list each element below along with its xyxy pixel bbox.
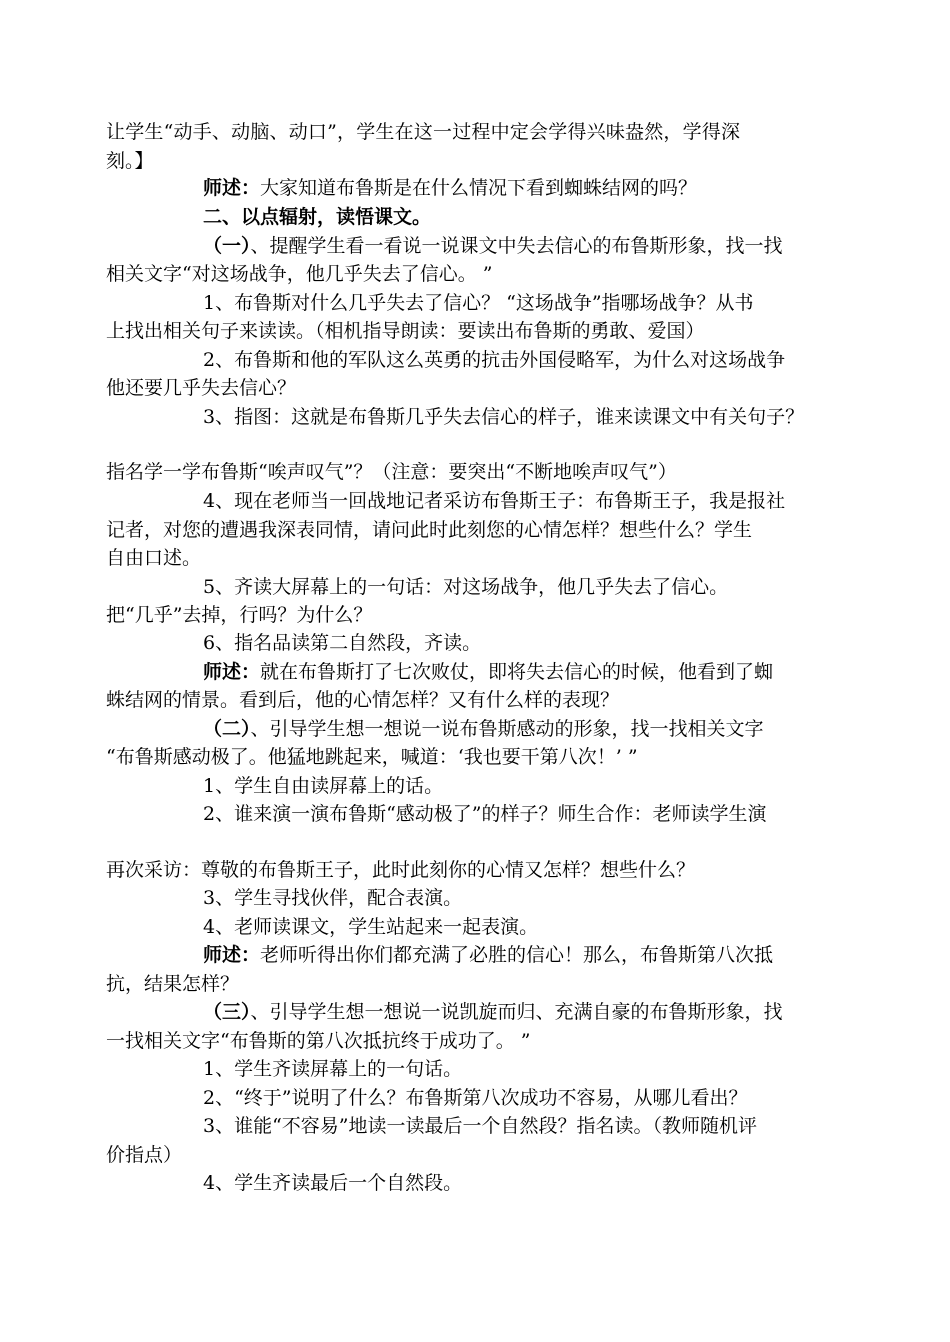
line-text: 6、指名品读第二自然段，齐读。 xyxy=(203,632,482,654)
line-text: 大家知道布鲁斯是在什么情况下看到蜘蛛结网的吗？ xyxy=(260,177,698,199)
line-text: 2、“终于”说明了什么？布鲁斯第八次成功不容易，从哪儿看出？ xyxy=(203,1087,748,1109)
text-line xyxy=(0,572,950,602)
line-text: 指名学一学布鲁斯“唉声叹气”？（注意：要突出“不断地唉声叹气”） xyxy=(106,461,677,483)
text-line xyxy=(0,628,950,658)
line-text: 让学生“动手、动脑、动口”，学生在这一过程中定会学得兴味盎然，学得深 xyxy=(106,121,741,143)
text-line xyxy=(0,742,950,772)
line-text: 、引导学生想一想说一说布鲁斯感动的形象，找一找相关文字 xyxy=(250,718,764,740)
text-line xyxy=(0,543,950,573)
line-text: 刻。】 xyxy=(106,150,154,172)
line-text: 再次采访：尊敬的布鲁斯王子，此时此刻你的心情又怎样？想些什么？ xyxy=(106,859,696,881)
line-text: 、提醒学生看一看说一说课文中失去信心的布鲁斯形象，找一找 xyxy=(250,235,783,257)
line-text: 4、学生齐读最后一个自然段。 xyxy=(203,1172,463,1194)
line-text: 5、齐读大屏幕上的一句话：对这场战争，他几乎失去了信心。 xyxy=(203,576,729,598)
line-text: 2、布鲁斯和他的军队这么英勇的抗击外国侵略军，为什么对这场战争 xyxy=(203,349,786,371)
line-text: 把“几乎”去掉，行吗？为什么？ xyxy=(106,604,373,626)
text-line xyxy=(0,486,950,516)
text-line xyxy=(0,997,950,1027)
text-line xyxy=(0,117,950,147)
text-line xyxy=(0,173,950,203)
line-text: 3、谁能“不容易”地读一读最后一个自然段？指名读。（教师随机评 xyxy=(203,1115,758,1137)
text-line xyxy=(0,288,950,318)
line-text: 蛛结网的情景。看到后，他的心情怎样？又有什么样的表现？ xyxy=(106,689,620,711)
text-line xyxy=(0,1168,950,1198)
text-line xyxy=(0,259,950,289)
bold-label: 师述： xyxy=(203,661,261,683)
line-text: 抗，结果怎样？ xyxy=(106,973,240,995)
text-line xyxy=(0,940,950,970)
text-line xyxy=(0,146,950,176)
bold-label: 师述： xyxy=(203,944,261,966)
line-text: 一找相关文字“布鲁斯的第八次抵抗终于成功了。 ” xyxy=(106,1030,531,1052)
line-text: 他还要几乎失去信心？ xyxy=(106,377,297,399)
line-text: 记者，对您的遭遇我深表同情，请问此时此刻您的心情怎样？想些什么？学生 xyxy=(106,519,753,541)
line-text: 1、学生齐读屏幕上的一句话。 xyxy=(203,1058,463,1080)
line-text: 3、指图：这就是布鲁斯几乎失去信心的样子，谁来读课文中有关句子？ xyxy=(203,406,805,428)
text-line xyxy=(0,373,950,403)
bold-label: 师述： xyxy=(203,177,261,199)
line-text: 就在布鲁斯打了七次败仗，即将失去信心的时候，他看到了蜘 xyxy=(260,661,774,683)
line-text: 相关文字“对这场战争，他几乎失去了信心。 ” xyxy=(106,263,493,285)
text-line xyxy=(0,883,950,913)
text-line xyxy=(0,685,950,715)
line-text: 上找出相关句子来读读。（相机指导朗读：要读出布鲁斯的勇敢、爱国） xyxy=(106,320,705,342)
text-line xyxy=(0,231,950,261)
section-heading xyxy=(0,202,950,232)
line-text: 2、谁来演一演布鲁斯“感动极了”的样子？师生合作：老师读学生演 xyxy=(203,803,767,825)
bold-label: （三） xyxy=(203,1001,251,1023)
text-line xyxy=(0,799,950,829)
text-line xyxy=(0,912,950,942)
text-line xyxy=(0,402,950,432)
text-line xyxy=(0,714,950,744)
line-text: 4、现在老师当一回战地记者采访布鲁斯王子：布鲁斯王子，我是报社 xyxy=(203,490,786,512)
text-line xyxy=(0,771,950,801)
line-text: “布鲁斯感动极了。他猛地跳起来，喊道：‘我也要干第八次！’ ” xyxy=(106,746,638,768)
line-text: 、引导学生想一想说一说凯旋而归、充满自豪的布鲁斯形象，找 xyxy=(250,1001,783,1023)
line-text: 4、老师读课文，学生站起来一起表演。 xyxy=(203,916,539,938)
bold-label: （一） xyxy=(203,235,251,257)
bold-label: （二） xyxy=(203,718,251,740)
text-line xyxy=(0,515,950,545)
text-line xyxy=(0,1083,950,1113)
text-line xyxy=(0,457,950,487)
line-text: 自由口述。 xyxy=(106,547,202,569)
text-line xyxy=(0,316,950,346)
text-line xyxy=(0,855,950,885)
text-line xyxy=(0,345,950,375)
text-line xyxy=(0,1140,950,1170)
line-text: 3、学生寻找伙伴，配合表演。 xyxy=(203,887,463,909)
line-text: 价指点） xyxy=(106,1144,183,1166)
line-text: 老师听得出你们都充满了必胜的信心！那么，布鲁斯第八次抵 xyxy=(260,944,774,966)
text-line xyxy=(0,657,950,687)
text-line xyxy=(0,600,950,630)
text-line xyxy=(0,1054,950,1084)
bold-label: 二、以点辐射，读悟课文。 xyxy=(203,206,432,228)
line-text: 1、布鲁斯对什么几乎失去了信心？ “这场战争”指哪场战争？从书 xyxy=(203,292,754,314)
text-line xyxy=(0,969,950,999)
text-line xyxy=(0,1026,950,1056)
line-text: 1、学生自由读屏幕上的话。 xyxy=(203,775,444,797)
text-line xyxy=(0,1111,950,1141)
